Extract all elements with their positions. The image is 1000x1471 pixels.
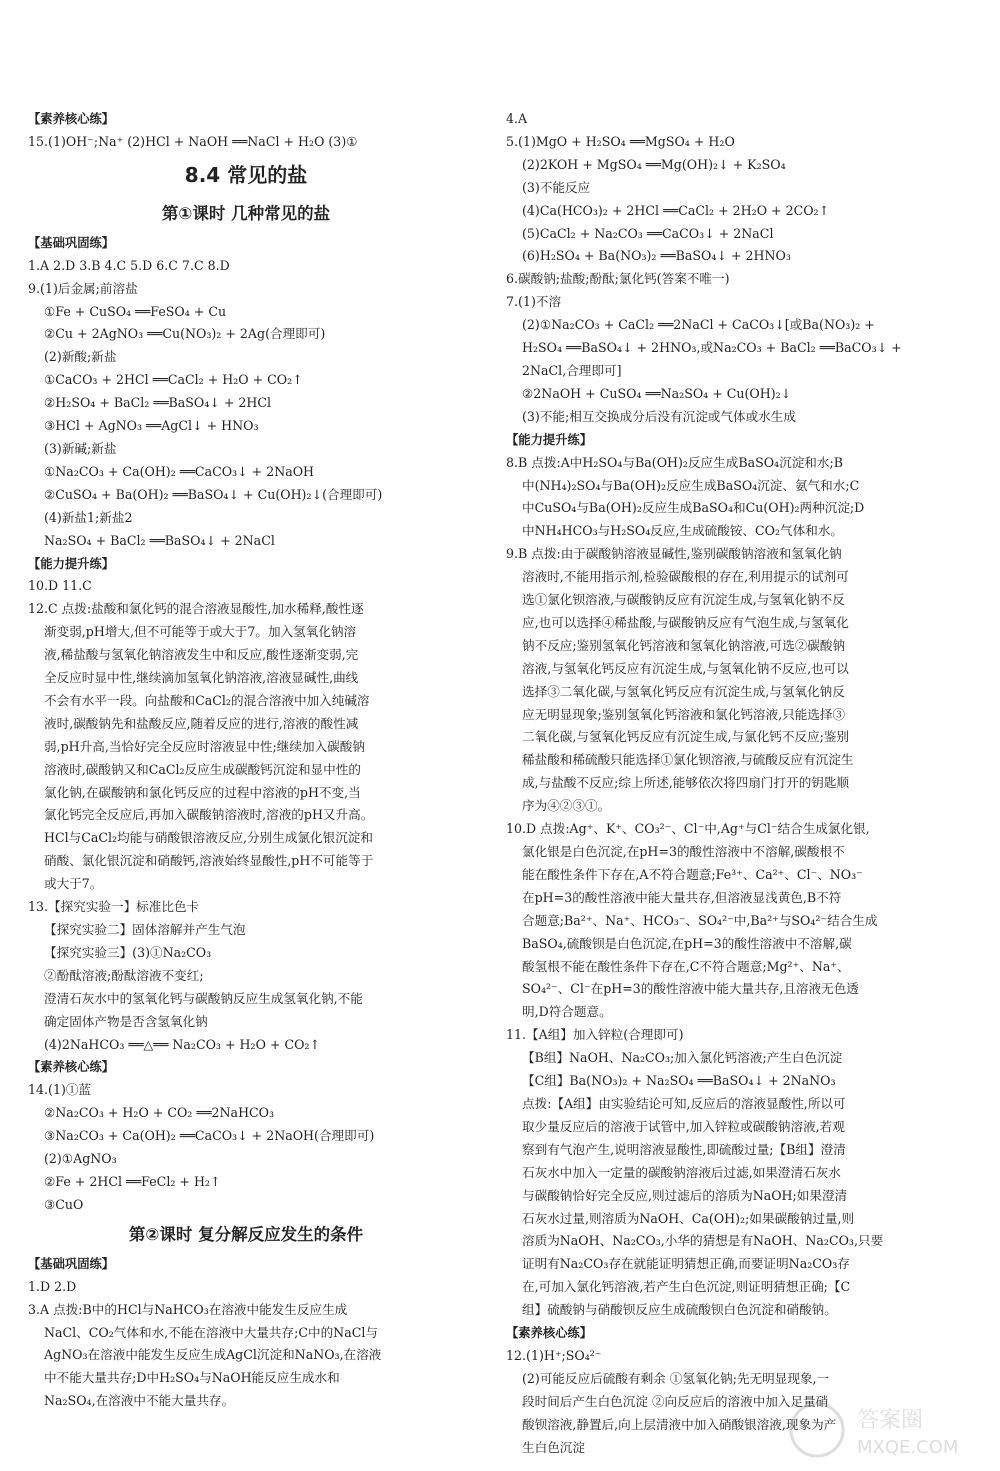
- answer-line: 氯化钙完全反应后,再加入碳酸钠溶液时,溶液的pH又升高。: [44, 807, 374, 823]
- section-title: 8.4 常见的盐: [184, 162, 308, 187]
- answer-line: 1.D 2.D: [28, 1278, 77, 1294]
- answer-line: (2)①Na₂CO₃ + CaCl₂ ══2NaCl + CaCO₃↓[或Ba(NO₃)₂ +: [522, 317, 875, 333]
- answer-line: ①Fe + CuSO₄ ══FeSO₄ + Cu: [44, 303, 227, 319]
- answer-line: 硝酸、氯化银沉淀和硝酸钙,溶液始终显酸性,pH不可能等于: [44, 853, 374, 869]
- lesson-title: 第①课时 几种常见的盐: [161, 203, 331, 223]
- answer-line: (4)2NaHCO₃ ══△══ Na₂CO₃ + H₂O + CO₂↑: [44, 1036, 321, 1052]
- answer-line: 段时间后产生白色沉淀 ②向反应后的溶液中加入足量硝: [522, 1393, 829, 1409]
- answer-line: SO₄²⁻、Cl⁻在pH=3的酸性溶液中能大量共存,且溶液无色透: [522, 981, 859, 997]
- watermark-logo-icon: [782, 1395, 982, 1465]
- answer-line: 组】硫酸钠与硝酸钡反应生成硫酸钡白色沉淀和硝酸钠。: [522, 1302, 837, 1318]
- answer-line: 点拨:【A组】由实验结论可知,反应后的溶液显酸性,所以可: [522, 1095, 846, 1111]
- answer-line: 液,稀盐酸与氢氧化钠溶液发生中和反应,酸性逐渐变弱,完: [44, 647, 359, 663]
- answer-line: 12.(1)H⁺;SO₄²⁻: [506, 1347, 602, 1363]
- answer-line: 8.B 点拨:A中H₂SO₄与Ba(OH)₂反应生成BaSO₄沉淀和水;B: [506, 454, 843, 470]
- answer-line: 在pH=3的酸性溶液中能大量共存,但溶液显浅黄色,B不符: [522, 889, 842, 905]
- answer-line: 2NaCl,合理即可]: [522, 362, 622, 378]
- answer-line: Na₂SO₄ + BaCl₂ ══BaSO₄↓ + 2NaCl: [44, 532, 275, 548]
- answer-line: 选择③二氧化碳,与氢氧化钙反应有沉淀生成,与氢氧化钠反: [522, 683, 845, 699]
- answer-line: 【探究实验二】固体溶解并产生气泡: [44, 922, 246, 937]
- answer-line: 10.D 11.C: [28, 578, 92, 594]
- answer-line: H₂SO₄ ══BaSO₄↓ + 2HNO₃,或Na₂CO₃ + BaCl₂ ══BaCO₃↓ +: [522, 340, 902, 356]
- answer-line: 证明有Na₂CO₃存在就能证明猜想正确,而要证明Na₂CO₃存: [522, 1256, 850, 1272]
- answer-line: 中(NH₄)₂SO₄与Ba(OH)₂反应生成BaSO₄沉淀、氨气和水;C: [522, 477, 860, 493]
- answer-line: ②2NaOH + CuSO₄ ══Na₂SO₄ + Cu(OH)₂↓: [522, 385, 792, 401]
- answer-line: ③CuO: [44, 1196, 84, 1212]
- answer-line: ②Cu + 2AgNO₃ ══Cu(NO₃)₂ + 2Ag(合理即可): [44, 326, 326, 342]
- answer-line: 6.碳酸钠;盐酸;酚酞;氯化钙(答案不唯一): [506, 271, 730, 287]
- section-tag: 【能力提升练】: [506, 432, 593, 447]
- answer-line: 11.【A组】加入锌粒(合理即可): [506, 1027, 684, 1043]
- answer-line: ②H₂SO₄ + BaCl₂ ══BaSO₄↓ + 2HCl: [44, 395, 272, 411]
- answer-line: 中CuSO₄与Ba(OH)₂反应生成BaSO₄和Cu(OH)₂两种沉淀;D: [522, 500, 865, 516]
- watermark-line2: MXQE.COM: [857, 1437, 959, 1458]
- answer-line: 液时,碳酸钠先和盐酸反应,随着反应的进行,溶液的酸性减: [44, 715, 359, 731]
- answer-line: (2)可能反应后硫酸有剩余 ①氢氧化钠;先无明显现象,一: [522, 1370, 830, 1386]
- answer-line: (2)①AgNO₃: [44, 1151, 117, 1167]
- answer-line: 取少量反应后的溶液于试管中,加入锌粒或碳酸钠溶液,若观: [522, 1118, 845, 1134]
- answer-line: 溶液时,不能用指示剂,检验碳酸根的存在,利用提示的试剂可: [522, 569, 849, 585]
- section-tag: 【素养核心练】: [28, 112, 115, 126]
- section-tag: 【基础巩固练】: [28, 235, 115, 250]
- answer-line: 酸氢根不能在酸性条件下存在,C不符合题意;Mg²⁺、Na⁺、: [522, 958, 850, 974]
- answer-line: ②Fe + 2HCl ══FeCl₂ + H₂↑: [44, 1173, 221, 1189]
- answer-line: 氯化钠,在碳酸钠和氯化钙反应的过程中溶液的pH不变,当: [44, 784, 361, 800]
- answer-line: 澄清石灰水中的氢氧化钙与碳酸钠反应生成氢氧化钠,不能: [44, 990, 363, 1006]
- answer-line: 或大于7。: [44, 876, 103, 892]
- answer-line: (3)不能;相互交换成分后没有沉淀或气体或水生成: [522, 408, 796, 424]
- answer-line: 溶质为NaOH、Na₂CO₃,小华的猜想是有NaOH、Na₂CO₃,只要: [522, 1233, 884, 1249]
- answer-line: 确定固体产物是否含氢氧化钠: [44, 1013, 208, 1029]
- answer-line: NaCl、CO₂气体和水,不能在溶液中大量共存;C中的NaCl与: [44, 1324, 378, 1340]
- answer-line: 溶液时,碳酸钠又和CaCl₂反应生成碳酸钙沉淀和显中性的: [44, 761, 361, 777]
- answer-line: 与碳酸钠恰好完全反应,则过滤后的溶质为NaOH;如果澄清: [522, 1187, 848, 1203]
- answer-line: 弱,pH升高,当恰好完全反应时溶液显中性;继续加入碳酸钠: [44, 738, 365, 754]
- section-tag: 【素养核心练】: [28, 1060, 115, 1075]
- answer-line: ③Na₂CO₃ + Ca(OH)₂ ══CaCO₃↓ + 2NaOH(合理即可): [44, 1128, 375, 1144]
- answer-line: 中NH₄HCO₃与H₂SO₄反应,生成硫酸铵、CO₂气体和水。: [522, 523, 843, 539]
- answer-line: ①Na₂CO₃ + Ca(OH)₂ ══CaCO₃↓ + 2NaOH: [44, 463, 315, 479]
- answer-line: 【探究实验三】(3)①Na₂CO₃: [44, 944, 212, 960]
- answer-line: 酸钡溶液,静置后,向上层清液中加入硝酸银溶液,现象为产: [522, 1416, 837, 1432]
- section-tag: 【能力提升练】: [28, 556, 115, 571]
- watermark-line1: 答案圈: [857, 1408, 924, 1433]
- answer-line: 10.D 点拨:Ag⁺、K⁺、CO₃²⁻、Cl⁻中,Ag⁺与Cl⁻结合生成氯化银,: [506, 821, 870, 837]
- answer-line: ①CaCO₃ + 2HCl ══CaCl₂ + H₂O + CO₂↑: [44, 372, 303, 388]
- lesson-title: 第②课时 复分解反应发生的条件: [128, 1224, 364, 1244]
- answer-line: (2)新酸;新盐: [44, 349, 117, 365]
- answer-line: 察到有气泡产生,说明溶液显酸性,即硫酸过量;【B组】澄清: [522, 1141, 846, 1157]
- answer-line: (4)Ca(HCO₃)₂ + 2HCl ══CaCl₂ + 2H₂O + 2CO₂↑: [522, 202, 830, 218]
- answer-line: 13.【探究实验一】标准比色卡: [28, 899, 200, 915]
- answer-line: 在,可加入氯化钙溶液,若产生白色沉淀,则证明猜想正确;【C: [522, 1279, 851, 1295]
- answer-line: 成,与盐酸不反应;综上所述,能够依次将四扇门打开的钥匙顺: [522, 775, 850, 791]
- answer-line: 12.C 点拨:盐酸和氯化钙的混合溶液显酸性,加水稀释,酸性逐: [28, 601, 364, 617]
- answer-line: 氯化银是白色沉淀,在pH=3的酸性溶液中不溶解,碳酸根不: [522, 844, 845, 859]
- answer-line: 1.A 2.D 3.B 4.C 5.D 6.C 7.C 8.D: [28, 257, 230, 273]
- answer-line: (3)新碱;新盐: [44, 440, 117, 456]
- answer-line: 5.(1)MgO + H₂SO₄ ══MgSO₄ + H₂O: [506, 133, 735, 149]
- section-tag: 【素养核心练】: [506, 1326, 593, 1341]
- answer-line: 合题意;Ba²⁺、Na⁺、HCO₃⁻、SO₄²⁻中,Ba²⁺与SO₄²⁻结合生成: [522, 912, 878, 928]
- answer-line: 明,D符合题意。: [522, 1004, 612, 1020]
- answer-line: 9.B 点拨:由于碳酸钠溶液显碱性,鉴别碳酸钠溶液和氢氧化钠: [506, 546, 842, 562]
- answer-line: (2)2KOH + MgSO₄ ══Mg(OH)₂↓ + K₂SO₄: [522, 156, 786, 172]
- answer-line: 3.A 点拨:B中的HCl与NaHCO₃在溶液中能发生反应生成: [28, 1301, 348, 1317]
- answer-line: 【C组】Ba(NO₃)₂ + Na₂SO₄ ══BaSO₄↓ + 2NaNO₃: [522, 1073, 836, 1089]
- answer-line: 石灰水过量,则溶质为NaOH、Ca(OH)₂;如果碳酸钠过量,则: [522, 1210, 855, 1226]
- answer-line: AgNO₃在溶液中能发生反应生成AgCl沉淀和NaNO₃,在溶液: [44, 1347, 382, 1363]
- answer-line: 渐变弱,pH增大,但不可能等于或大于7。加入氢氧化钠溶: [44, 624, 357, 640]
- answer-line: (3)不能反应: [522, 179, 591, 195]
- answer-line: 石灰水中加入一定量的碳酸钠溶液后过滤,如果澄清石灰水: [522, 1164, 841, 1180]
- answer-line: 溶液,与氢氧化钙反应有沉淀生成,与氢氧化钠不反应,也可以: [522, 660, 849, 676]
- answer-line: 选①氯化钡溶液,与碳酸钠反应有沉淀生成,与氢氧化钠不反: [522, 592, 845, 608]
- answer-line: 稀盐酸和稀硫酸只能选择①氯化钡溶液,与硫酸反应有沉淀生: [522, 752, 854, 768]
- answer-line: ②CuSO₄ + Ba(OH)₂ ══BaSO₄↓ + Cu(OH)₂↓(合理即可): [44, 486, 383, 502]
- answer-line: ②酚酞溶液;酚酞溶液不变红;: [44, 967, 204, 983]
- answer-line: 能在酸性条件下存在,A不符合题意;Fe³⁺、Ca²⁺、Cl⁻、NO₃⁻: [522, 866, 863, 882]
- answer-line: (4)新盐1;新盐2: [44, 509, 133, 525]
- answer-line: 9.(1)后金属;前溶盐: [28, 280, 138, 296]
- answer-line: 7.(1)不溶: [506, 294, 562, 310]
- section-tag: 【基础巩固练】: [28, 1256, 115, 1271]
- answer-line: Na₂SO₄,在溶液中不能大量共存。: [44, 1393, 235, 1409]
- answer-line: 序为④②③①。: [522, 798, 611, 814]
- answer-line: 应无明显现象;鉴别氢氧化钙溶液和氯化钙溶液,只能选择③: [522, 706, 846, 722]
- right-column: [506, 108, 944, 1459]
- answer-line: HCl与CaCl₂均能与硝酸银溶液反应,分别生成氯化银沉淀和: [44, 830, 373, 846]
- watermark: [782, 1395, 982, 1465]
- answer-line: ③HCl + AgNO₃ ══AgCl↓ + HNO₃: [44, 418, 259, 434]
- answer-line: 4.A: [506, 111, 528, 126]
- answer-line: 【B组】NaOH、Na₂CO₃;加入氯化钙溶液;产生白色沉淀: [522, 1050, 843, 1066]
- answer-line: 不会有水平一段。向盐酸和CaCl₂的混合溶液中加入纯碱溶: [44, 692, 370, 708]
- answer-line: 钠不反应;鉴别氢氧化钙溶液和氢氧化钠溶液,可选②碳酸钠: [522, 637, 846, 653]
- answer-line: 二氧化碳,与氢氧化钙反应有沉淀生成,与氯化钙不反应;鉴别: [522, 729, 850, 745]
- answer-line: 14.(1)①蓝: [28, 1082, 92, 1098]
- left-column: [28, 108, 464, 1413]
- answer-line: ②Na₂CO₃ + H₂O + CO₂ ══2NaHCO₃: [44, 1105, 275, 1121]
- answer-line: 应,也可以选择④稀盐酸,与碳酸钠反应有气泡生成,与氢氧化: [522, 614, 849, 630]
- answer-line: (5)CaCl₂ + Na₂CO₃ ══CaCO₃↓ + 2NaCl: [522, 225, 774, 241]
- answer-line: 15.(1)OH⁻;Na⁺ (2)HCl + NaOH ══NaCl + H₂O (3)①: [28, 133, 358, 149]
- answer-line: (6)H₂SO₄ + Ba(NO₃)₂ ══BaSO₄↓ + 2HNO₃: [522, 248, 791, 264]
- answer-line: 全反应时显中性,继续滴加氢氧化钠溶液,溶液显碱性,曲线: [44, 670, 359, 686]
- answer-line: BaSO₄,硫酸钡是白色沉淀,在pH=3的酸性溶液中不溶解,碳: [522, 935, 852, 951]
- answer-line: 生白色沉淀: [522, 1439, 585, 1455]
- answer-line: 中不能大量共存;D中H₂SO₄与NaOH能反应生成水和: [44, 1370, 340, 1386]
